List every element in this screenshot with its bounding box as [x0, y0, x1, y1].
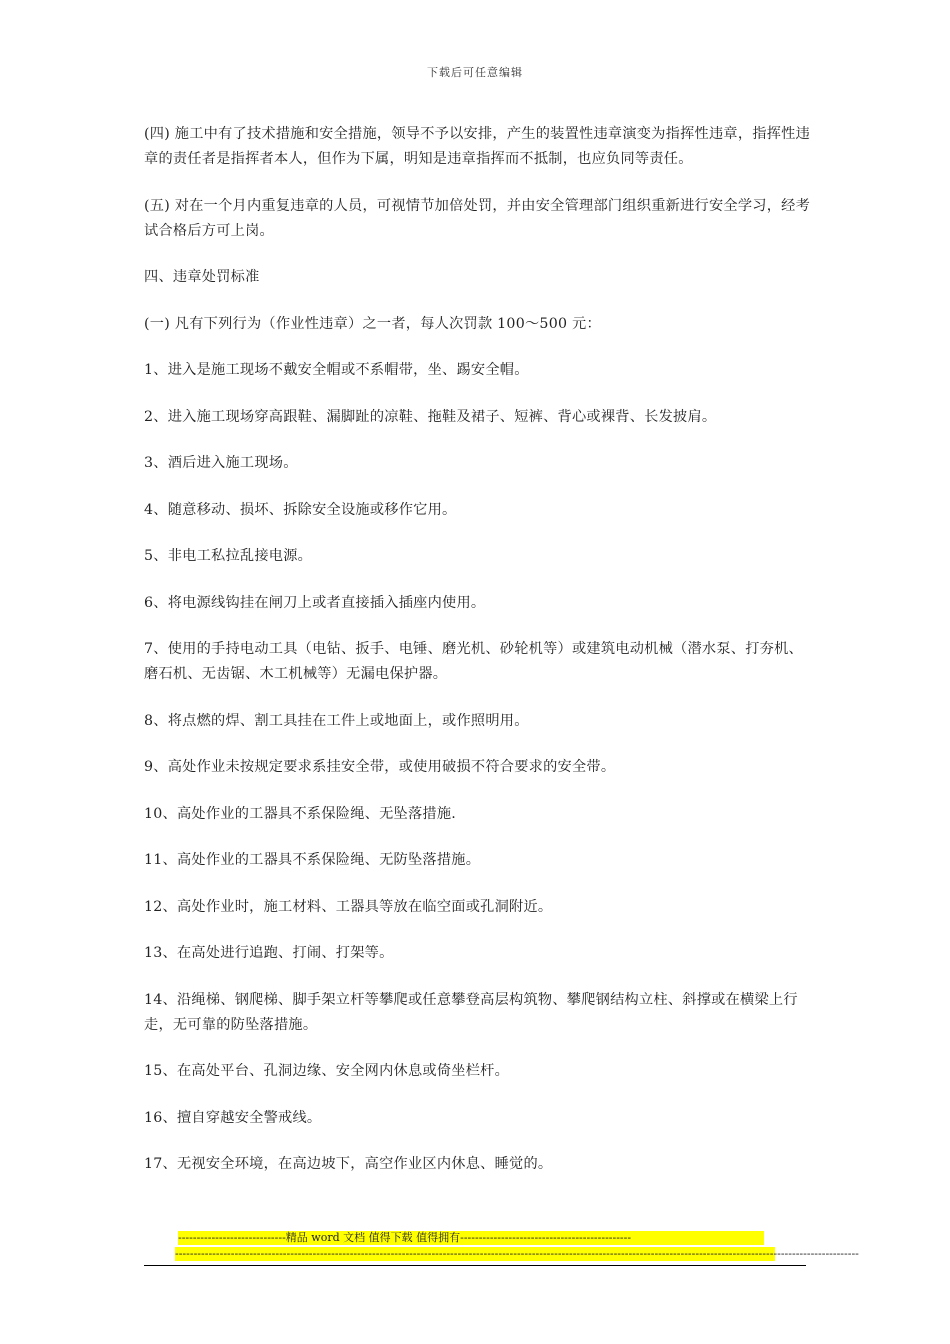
list-item: 14、沿绳梯、钢爬梯、脚手架立杆等攀爬或任意攀登高层构筑物、攀爬钢结构立柱、斜撑或在横梁上行走，无可靠的防坠落措施。: [144, 991, 798, 1033]
list-item: 2、进入施工现场穿高跟鞋、漏脚趾的凉鞋、拖鞋及裙子、短裤、背心或裸背、长发披肩。: [144, 408, 717, 425]
page-header: 下载后可任意编辑: [427, 66, 523, 79]
list-item: 12、高处作业时，施工材料、工器具等放在临空面或孔洞附近。: [144, 898, 553, 915]
list-item: 9、高处作业未按规定要求系挂安全带，或使用破损不符合要求的安全带。: [144, 759, 616, 775]
paragraph: (四) 施工中有了技术措施和安全措施，领导不予以安排，产生的装置性违章演变为指挥性违章，指挥性违章的责任者是指挥者本人，但作为下属，明知是违章指挥而不抵制，也应负同等责任。: [144, 126, 811, 167]
footer-banner-line-1: -----------------------------精品 word 文档 值得下载 值得拥有----------------------------------------------: [178, 1231, 764, 1245]
list-item: 16、擅自穿越安全警戒线。: [144, 1109, 322, 1126]
list-item: 7、使用的手持电动工具（电钻、扳手、电锤、磨光机、砂轮机等）或建筑电动机械（潜水泵、打夯机、磨石机、无齿锯、木工机械等）无漏电保护器。: [144, 641, 803, 682]
list-item: 6、将电源线钩挂在闸刀上或者直接插入插座内使用。: [144, 594, 486, 611]
document-body: [144, 122, 812, 1199]
list-item: 13、在高处进行追跑、打闹、打架等。: [144, 945, 394, 961]
list-item: 11、高处作业的工器具不系保险绳、无防坠落措施。: [144, 852, 481, 868]
footer-banner-line-2: ----------------------------------------------------------------------------------------------------------------------------------------------------------------------------------------: [175, 1247, 859, 1260]
list-item: 3、酒后进入施工现场。: [144, 455, 298, 471]
paragraph: (五) 对在一个月内重复违章的人员，可视情节加倍处罚，并由安全管理部门组织重新进行安全学习，经考试合格后方可上岗。: [144, 197, 811, 239]
list-item: 15、在高处平台、孔洞边缘、安全网内休息或倚坐栏杆。: [144, 1063, 510, 1079]
list-item: 4、随意移动、损坏、拆除安全设施或移作它用。: [144, 501, 457, 518]
list-item: 1、进入是施工现场不戴安全帽或不系帽带，坐、踢安全帽。: [144, 362, 529, 378]
list-item: 10、高处作业的工器具不系保险绳、无坠落措施.: [144, 805, 457, 822]
list-item: 5、非电工私拉乱接电源。: [144, 548, 313, 564]
list-item: 8、将点燃的焊、割工具挂在工件上或地面上，或作照明用。: [144, 712, 529, 729]
list-item: 17、无视安全环境，在高边坡下，高空作业区内休息、睡觉的。: [144, 1156, 553, 1172]
section-heading: 四、违章处罚标准: [144, 269, 260, 285]
page-footer: [144, 1226, 859, 1266]
footer-divider: [144, 1265, 806, 1266]
paragraph: (一) 凡有下列行为（作业性违章）之一者，每人次罚款 100～500 元：: [144, 315, 601, 332]
